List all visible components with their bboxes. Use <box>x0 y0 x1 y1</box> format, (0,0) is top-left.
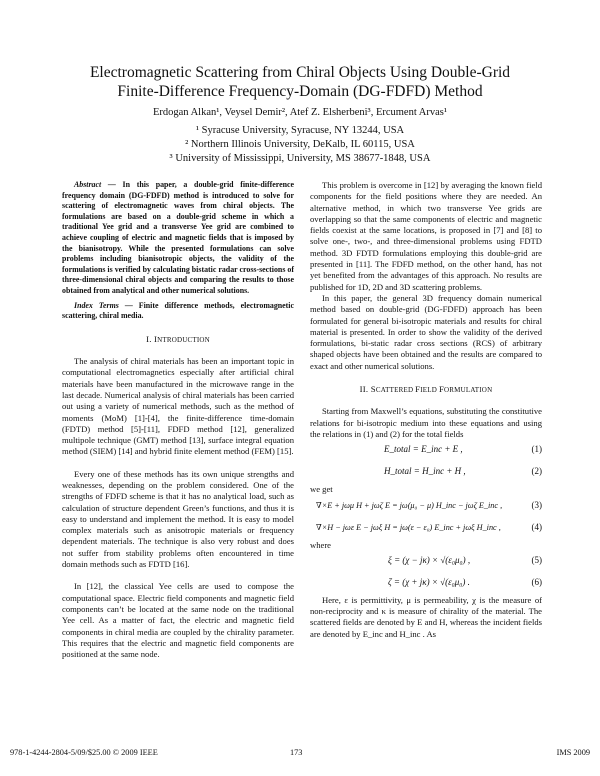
equation-5-number: (5) <box>531 554 542 565</box>
section-1-title-rest: NTRODUCTION <box>157 335 210 344</box>
equation-5 <box>310 551 542 573</box>
affiliation-1: ¹ Syracuse University, Syracuse, NY 13244, USA <box>195 125 405 136</box>
equation-6-body: ζ = (χ + jκ) × √(ε₀μ₀) . <box>388 576 470 587</box>
affiliation-3: ³ University of Mississippi, University, MS 38677-1848, USA <box>169 153 431 164</box>
section-1-initial: I <box>154 333 158 344</box>
right-paragraph-1: This problem is overcome in [12] by averaging the known field components for the field positions where they are needed. An alternative method, in which two transverse Yee grids are overlapping so that the same components of electric and magnetic fields coexist at the same locations, is proposed in [7] and [8] to solve one-, two-, and three-dimensional problems using FDTD method. 3D FDTD formulations employing this double-grid are presented in [11]. The FDFD method, on the other hand, has not yet benefited from the advantages of this approach. No results are published for 1D, 2D and 3D scattering problems. <box>310 180 542 292</box>
formulation-paragraph-1: Starting from Maxwell’s equations, substituting the constitutive relations for bi-isotropic medium into these equations and using the relations in (1) and (2) for the total fields <box>310 406 542 439</box>
index-terms <box>62 301 294 322</box>
equation-4-number: (4) <box>531 521 542 532</box>
section-2-number: II. <box>359 384 371 395</box>
equation-6-number: (6) <box>531 576 542 587</box>
abstract-text: — In this paper, a double-grid finite-difference frequency domain (DG-FDFD) method is introduced to solve for scattering of electromagnetic waves from chiral objects. The formulations are based on a double-grid scheme in which a traditional Yee grid and a transverse Yee grid are combined to achieve coupling of electric and magnetic fields that is imposed by the bianisotropy. While the presented formulations can solve problems including bianisotropic objects, the validity of the formulations is verified by calculating bistatic radar cross-sections of three-dimensional chiral objects and comparing the results to those obtained from analytical and other numerical solutions. <box>62 180 294 295</box>
section-2-initial-1: S <box>370 384 376 395</box>
equation-1 <box>310 440 542 462</box>
section-heading-formulation <box>310 384 542 396</box>
intro-paragraph-3: In [12], the classical Yee cells are used to compose the computational space. Electric field components and magnetic field components can’t be located at the same node on the traditional Yee cell. As a matter of fact, the electric and magnetic field components in chiral media are coupled by the chirality parameter. This requires that the electric and magnetic field components are positioned at the same node. <box>62 581 294 660</box>
footer-copyright: 978-1-4244-2804-5/09/$25.00 © 2009 IEEE <box>10 748 158 757</box>
title-line-1: Electromagnetic Scattering from Chiral Objects Using Double-Grid <box>89 64 511 81</box>
equation-3-body: ∇×E + jωμ H + jωζ E = jω(μ₀ − μ) H_inc − jωζ E_inc , <box>316 500 503 510</box>
abstract <box>62 180 294 297</box>
equation-6 <box>310 573 542 595</box>
affiliation-2: ² Northern Illinois University, DeKalb, IL 60115, USA <box>185 139 415 150</box>
section-2-initial-3: F <box>438 384 445 395</box>
formulation-paragraph-2: Here, ε is permittivity, μ is permeability, χ is the measure of non-reciprocity and κ is measure of chirality of the material. The scattered fields are denoted by E and H, whereas the incident fields are denoted by E_inc and H_inc . As <box>310 594 542 639</box>
equation-3 <box>310 496 542 518</box>
index-terms-label: Index Terms <box>74 300 119 310</box>
where-text: where <box>310 539 331 550</box>
equation-2-number: (2) <box>531 466 542 477</box>
footer-page-number: 173 <box>290 748 303 757</box>
section-heading-introduction <box>62 334 294 346</box>
index-terms-text: — Finite difference methods, electromagnetic scattering, chiral media. <box>62 300 294 321</box>
equation-4 <box>310 518 542 540</box>
right-column <box>310 180 542 640</box>
section-2-word-3-rest: ORMULATION <box>444 386 493 395</box>
abstract-label: Abstract <box>74 180 102 189</box>
section-2-word-2-rest: IELD <box>420 386 439 395</box>
section-1-number: I. <box>146 333 155 344</box>
equation-2-body: H_total = H_inc + H , <box>384 466 466 477</box>
title-line-2: Finite-Difference Frequency-Domain (DG-FDFD) Method <box>117 83 483 100</box>
intro-paragraph-1: The analysis of chiral materials has been an important topic in computational electromagnetics especially after artificial chiral materials have been manufactured in the microwave range in the last decade. Numerical analysis of chiral materials has been carried out using a variety of numerical methods, such as the method of moments (MoM) [1]-[4], the finite-difference time-domain (FDTD) method [5]-[11], FDFD method [12], generalized multipole technique (GMT) method [13], surface integral equation method (SIEM) [14] and hybrid finite element method (FEM) [15]. <box>62 356 294 457</box>
left-column <box>62 180 294 660</box>
intro-paragraph-2: Every one of these methods has its own unique strengths and weaknesses, depending on the problem considered. One of the strengths of FDFD scheme is that it has no analytical load, such as calculation of structure dependent Green’s functions, and thus it is easy to understand and implement the method. It is easy to model complex materials such as anisotropic materials or frequency dependent materials. The technique is also very robust and does not suffer from stability problems often encountered in time domain methods such as FDTD [16]. <box>62 468 294 570</box>
equation-1-body: E_total = E_inc + E , <box>384 444 463 455</box>
paper-title <box>40 63 560 101</box>
we-get-text: we get <box>310 484 333 495</box>
equation-5-body: ξ = (χ − jκ) × √(ε₀μ₀) , <box>388 554 471 565</box>
equation-4-body: ∇×H − jωε E − jωξ H = jω(ε − ε₀) E_inc + jωξ H_inc , <box>316 522 501 532</box>
authors: Erdogan Alkan¹, Veysel Demir², Atef Z. Elsherbeni³, Ercument Arvas¹ <box>152 107 448 118</box>
equation-3-number: (3) <box>531 499 542 510</box>
right-paragraph-2: In this paper, the general 3D frequency domain numerical method based on double-grid (DG-FDFD) approach has been formulated for general bi-isotropic materials and results for chiral material is presented. In order to show the validity of the derived formulations, bi-static radar cross sections (RCS) of arbitrary shaped objects have been obtained and the results are compared to exact and other numerical solutions. <box>310 292 542 371</box>
footer-conference: IMS 2009 <box>556 748 590 757</box>
equation-2 <box>310 462 542 484</box>
equation-1-number: (1) <box>531 444 542 455</box>
section-2-initial-2: F <box>415 384 421 395</box>
section-2-word-1-rest: CATTERED <box>375 386 416 395</box>
